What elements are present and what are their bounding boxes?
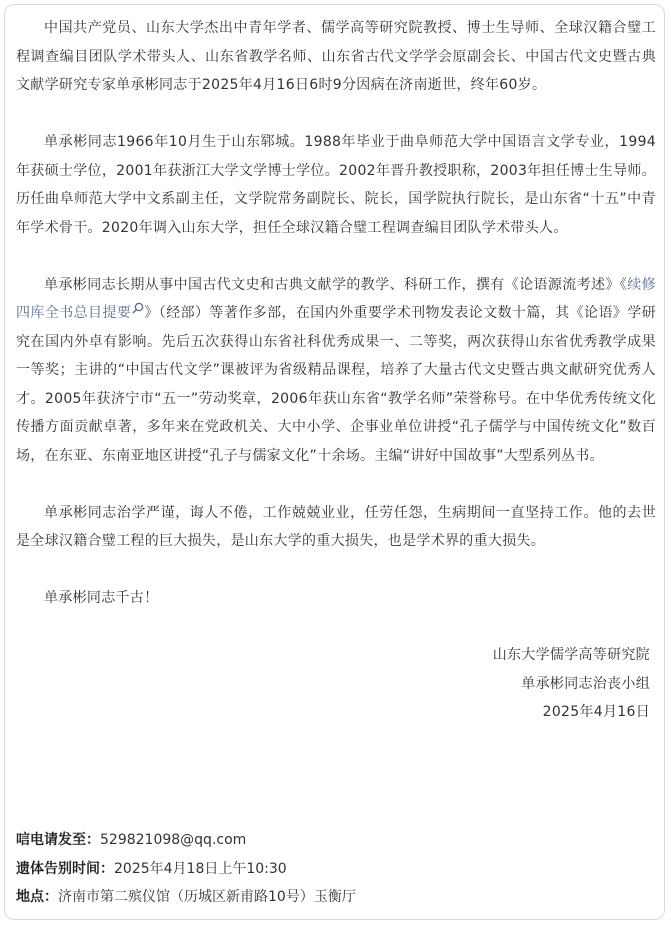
condolence-email[interactable]: 529821098@qq.com	[100, 832, 247, 848]
signature-date: 2025年4月16日	[542, 704, 650, 720]
funeral-info	[16, 826, 656, 912]
farewell-time-row	[16, 855, 656, 884]
paragraph-biography: 单承彬同志1966年10月生于山东郓城。1988年毕业于曲阜师范大学中国语言文学专业，1994年获硕士学位，2001年获浙江大学文学博士学位。2002年晋升教授职称，2003年担任博士生导师。历任曲阜师范大学中文系副主任，文学院常务副院长、院长，国学院执行院长，是山东省“十五”中青年学术骨干。2020年调入山东大学，担任全球汉籍合璧工程调查编目团队学术带头人。	[16, 134, 656, 236]
obituary-body	[16, 14, 656, 745]
location-row	[16, 883, 656, 912]
book-search-link-label: 续修四库全书总目提要	[16, 276, 656, 321]
paragraph-research-text-b: 》（经部）等著作多部，在国内外重要学术刊物发表论文数十篇，其《论语》学研究在国内外卓有影响。先后五次获得山东省社科优秀成果一、二等奖，两次获得山东省优秀教学成果一等奖；主讲的“中国古代文学”课被评为省级精品课程，培养了大量古代文史暨古典文献研究优秀人才。2005年获济宁市“五一”劳动奖章，2006年获山东省“教学名师”荣誉称号。在中华优秀传统文化传播方面贡献卓著，多年来在党政机关、大中小学、企事业单位讲授“孔子儒学与中国传统文化”数百场，在东亚、东南亚地区讲授“孔子与儒家文化”十余场。主编“讲好中国故事”大型系列丛书。	[16, 305, 656, 464]
paragraph-tribute: 单承彬同志治学严谨，诲人不倦，工作兢兢业业，任劳任怨，生病期间一直坚持工作。他的去世是全球汉籍合璧工程的巨大损失，是山东大学的重大损失，也是学术界的重大损失。	[16, 504, 656, 549]
location-value: 济南市第二殡仪馆（历城区新甫路10号）玉衡厅	[58, 889, 356, 905]
paragraph-intro: 中国共产党员、山东大学杰出中青年学者、儒学高等研究院教授、博士生导师、全球汉籍合璧工程调查编目团队学术带头人、山东省教学名师、山东省古代文学学会原副会长、中国古代文史暨古典文献学研究专家单承彬同志于2025年4月16日6时9分因病在济南逝世，终年60岁。	[16, 20, 656, 93]
search-icon	[132, 302, 144, 314]
location-label: 地点：	[16, 889, 58, 905]
condolence-row	[16, 826, 656, 855]
paragraph-farewell: 单承彬同志千古！	[44, 590, 159, 606]
paragraph-research	[16, 271, 656, 471]
condolence-label: 唁电请发至：	[16, 832, 100, 848]
signature-block	[16, 641, 656, 727]
paragraph-research-text-a: 单承彬同志长期从事中国古代文史和古典文献学的教学、科研工作，撰有《论语源流考述》《	[44, 276, 628, 293]
farewell-time-value: 2025年4月18日上午10:30	[114, 860, 287, 877]
signature-org: 山东大学儒学高等研究院	[492, 647, 650, 663]
farewell-time-label: 遗体告别时间：	[16, 860, 114, 877]
signature-group: 单承彬同志治丧小组	[521, 675, 650, 692]
